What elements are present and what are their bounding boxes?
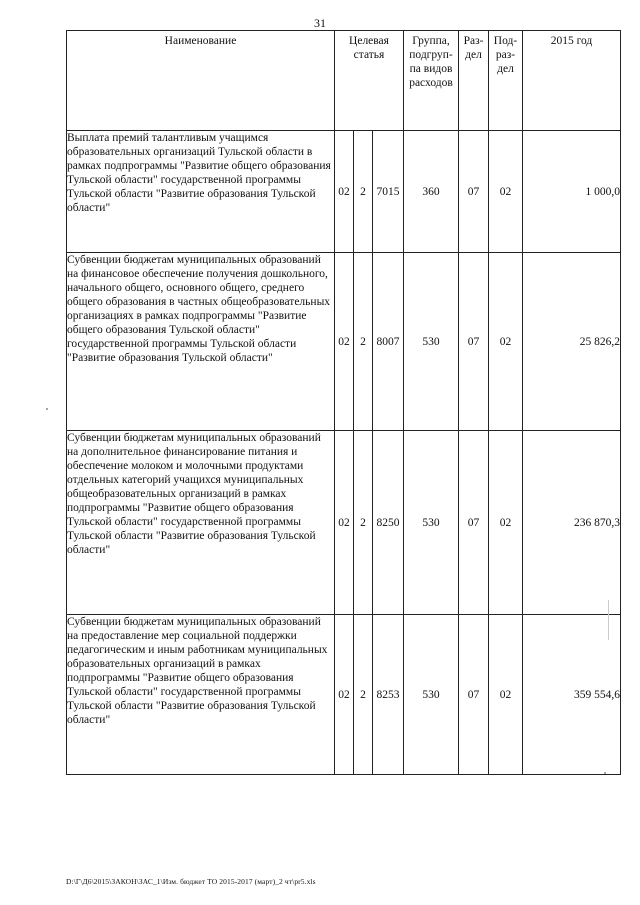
row-target-subprogram: 2 [354, 131, 373, 253]
row-target-code: 7015 [373, 131, 404, 253]
header-year: 2015 год [523, 31, 621, 131]
row-amount: 25 826,2 [523, 253, 621, 431]
row-name: Субвенции бюджетам муниципальных образований на финансовое обеспечение получения дошкольного, начального общего, основного общего, среднего общего образования в частных общеобразовательных организациях в рамках подпрограммы "Развитие общего образования Тульской области" государственной программы Тульской области "Развитие образования Тульской области" [67, 253, 335, 431]
row-name: Субвенции бюджетам муниципальных образований на предоставление мер социальной поддержки педагогическим и иным работникам муниципальных образовательных организаций в рамках подпрограммы "Развитие общего образования Тульской области" государственной программы Тульской области "Развитие образования Тульской области" [67, 615, 335, 775]
row-target-program: 02 [335, 615, 354, 775]
row-target-program: 02 [335, 431, 354, 615]
header-section: Раз-дел [459, 31, 489, 131]
header-subsection: Под-раз-дел [489, 31, 523, 131]
header-group: Группа, подгруп-па видов расходов [404, 31, 459, 131]
row-target-code: 8007 [373, 253, 404, 431]
table-header-row [67, 31, 621, 131]
row-amount: 236 870,3 [523, 431, 621, 615]
scan-speck [604, 772, 606, 774]
table-row [67, 253, 621, 431]
row-section: 07 [459, 253, 489, 431]
row-amount: 359 554,6 [523, 615, 621, 775]
row-target-code: 8253 [373, 615, 404, 775]
row-target-subprogram: 2 [354, 615, 373, 775]
row-target-code: 8250 [373, 431, 404, 615]
scan-speck [46, 408, 48, 410]
row-section: 07 [459, 615, 489, 775]
header-target: Целевая статья [335, 31, 404, 131]
row-target-program: 02 [335, 253, 354, 431]
table-row [67, 431, 621, 615]
row-subsection: 02 [489, 131, 523, 253]
row-group: 360 [404, 131, 459, 253]
scan-margin-line [608, 600, 609, 640]
table-row [67, 131, 621, 253]
row-group: 530 [404, 431, 459, 615]
row-subsection: 02 [489, 253, 523, 431]
row-target-program: 02 [335, 131, 354, 253]
footer-file-path: D:\Г\Д6\2015\ЗАКОН\ЗАС_1\Изм. бюджет ТО 2015-2017 (март)_2 чт\pr5.xls [66, 877, 316, 886]
table-row [67, 615, 621, 775]
row-group: 530 [404, 615, 459, 775]
row-name: Субвенции бюджетам муниципальных образований на дополнительное финансирование питания и обеспечение молоком и молочными продуктами отдельных категорий учащихся муниципальных общеобразовательных организаций в рамках подпрограммы "Развитие общего образования Тульской области" государственной программы Тульской области "Развитие образования Тульской области" [67, 431, 335, 615]
row-section: 07 [459, 131, 489, 253]
row-section: 07 [459, 431, 489, 615]
budget-table [66, 30, 621, 775]
row-target-subprogram: 2 [354, 431, 373, 615]
row-subsection: 02 [489, 615, 523, 775]
row-group: 530 [404, 253, 459, 431]
row-subsection: 02 [489, 431, 523, 615]
row-name: Выплата премий талантливым учащимся образовательных организаций Тульской области в рамках подпрограммы "Развитие общего образования Тульской области" государственной программы Тульской области "Развитие образования Тульской области" [67, 131, 335, 253]
page-number: 31 [314, 16, 326, 30]
header-name: Наименование [67, 31, 335, 131]
row-target-subprogram: 2 [354, 253, 373, 431]
row-amount: 1 000,0 [523, 131, 621, 253]
